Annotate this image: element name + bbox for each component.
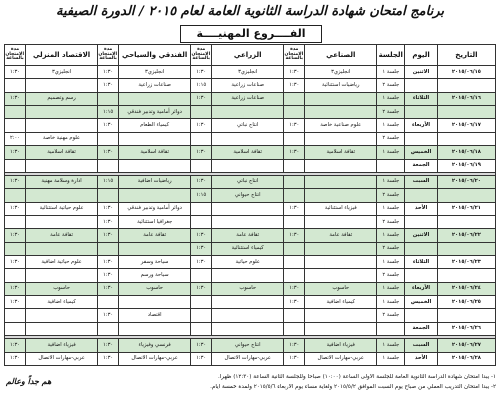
day-cell: الخميس — [405, 296, 438, 309]
duration-cell: ١:٣٠ — [98, 79, 119, 92]
session-cell: جلسة ٢ — [377, 79, 405, 92]
subject-cell: عربي-مهارات الاتصال — [119, 352, 191, 365]
header-session: الجلسة — [377, 45, 405, 66]
subject-cell — [305, 189, 377, 202]
subject-cell — [305, 256, 377, 269]
duration-cell — [191, 322, 212, 335]
duration-cell — [191, 269, 212, 282]
subject-cell: عربي-مهارات الاتصال — [212, 352, 284, 365]
duration-cell: ١:٣٠ — [191, 66, 212, 79]
subject-cell: علوم مهنية خاصة — [26, 132, 98, 145]
subject-cell — [212, 322, 284, 335]
session-cell: جلسة ٢ — [377, 309, 405, 322]
subject-cell — [305, 132, 377, 145]
subject-cell: انجليزي٣ — [212, 66, 284, 79]
subject-cell: حاسوب — [26, 282, 98, 295]
subject-cell: انجليزي٣ — [119, 66, 191, 79]
table-row — [5, 175, 496, 188]
session-cell: جلسة ٢ — [377, 269, 405, 282]
schedule-table — [4, 44, 496, 366]
session-cell: جلسة ٢ — [377, 242, 405, 255]
subject-cell: صناعات زراعية — [212, 79, 284, 92]
duration-cell: ١:٣٠ — [191, 119, 212, 132]
duration-cell — [5, 242, 26, 255]
subject-cell: ثقافة عامة — [119, 229, 191, 242]
day-cell: الثلاثاء — [405, 92, 438, 105]
duration-cell: ١:٣٠ — [191, 229, 212, 242]
subject-cell: عربي-مهارات الاتصال — [305, 352, 377, 365]
duration-cell: ١:٣٠ — [5, 66, 26, 79]
date-cell: ٢٠١٥/٠٦/٢٨ — [437, 352, 495, 365]
duration-cell — [284, 175, 305, 188]
header-industrial: الصناعي — [305, 45, 377, 66]
subject-cell: كيمياء اضافية — [26, 296, 98, 309]
duration-cell — [98, 159, 119, 172]
footer-note-1: ١- يبدأ امتحان شهادة الدراسة الثانوية العامة للجلسة الأولى الساعة (١٠:٠٠) صباحاً وللجلسة الثانية الساعة (١٢:٣٠) ظهراً. — [217, 374, 496, 380]
subject-cell: انتاج حيواني — [212, 339, 284, 352]
subject-cell — [212, 159, 284, 172]
day-cell: الاثنين — [405, 66, 438, 79]
subject-cell: ثقافة اسلامية — [212, 146, 284, 159]
duration-cell: ١:١٥ — [98, 175, 119, 188]
signature-text: هم جداً وعالم — [6, 376, 52, 386]
footer-note-2: ٢- يبدأ امتحان التدريب العملي من صباح يوم السبت الموافق ٢٠١٥/٥/٢ ولغاية مساء يوم الأربعاء ٢٠١٥/٥/٦ ولمدة خمسة أيام. — [210, 384, 496, 390]
subject-cell: انتاج نباتي — [212, 119, 284, 132]
subject-cell: عربي-مهارات الاتصال — [26, 352, 98, 365]
duration-cell — [5, 159, 26, 172]
duration-cell — [5, 215, 26, 228]
subject-cell: علوم حياتية — [212, 256, 284, 269]
duration-cell — [5, 322, 26, 335]
duration-cell — [191, 106, 212, 119]
duration-cell: ١:٣٠ — [284, 66, 305, 79]
session-cell: جلسة ١ — [377, 352, 405, 365]
table-row — [5, 132, 496, 145]
date-cell — [437, 79, 495, 92]
duration-cell: ١:١٥ — [98, 106, 119, 119]
table-row — [5, 309, 496, 322]
duration-cell — [191, 309, 212, 322]
duration-cell: ١:٣٠ — [284, 282, 305, 295]
day-cell — [405, 132, 438, 145]
subject-cell: حاسوب — [119, 282, 191, 295]
day-cell — [405, 269, 438, 282]
duration-cell — [98, 132, 119, 145]
session-cell: جلسة ٢ — [377, 215, 405, 228]
table-row — [5, 106, 496, 119]
header-duration: مدة الامتحان بالساعة — [191, 45, 212, 66]
subject-cell: دوائر أمامية وتدبير فندقي — [119, 202, 191, 215]
duration-cell: ١:٣٠ — [98, 256, 119, 269]
subject-cell — [212, 202, 284, 215]
date-cell: ٢٠١٥/٠٦/٢٧ — [437, 339, 495, 352]
date-cell: ٢٠١٥/٠٦/٢٦ — [437, 322, 495, 335]
duration-cell — [5, 269, 26, 282]
date-cell: ٢٠١٥/٠٦/٢٠ — [437, 175, 495, 188]
table-row — [5, 229, 496, 242]
duration-cell — [5, 119, 26, 132]
subject-cell: علوم حياتية اضافية — [26, 256, 98, 269]
session-cell: جلسة ١ — [377, 146, 405, 159]
subject-cell — [212, 215, 284, 228]
subject-cell: ثقافة اسلامية — [305, 146, 377, 159]
subject-cell — [305, 175, 377, 188]
subject-cell — [305, 215, 377, 228]
subject-cell: فرنسي وفيزياء — [119, 339, 191, 352]
table-row — [5, 322, 496, 335]
day-cell: الجمعة — [405, 159, 438, 172]
subject-cell — [212, 296, 284, 309]
header-home-economics: الاقتصاد المنزلي — [26, 45, 98, 66]
subject-cell — [26, 309, 98, 322]
date-cell — [437, 215, 495, 228]
day-cell — [405, 242, 438, 255]
subject-cell — [305, 322, 377, 335]
duration-cell — [5, 309, 26, 322]
duration-cell: ١:٣٠ — [5, 202, 26, 215]
duration-cell: ١:٣٠ — [191, 282, 212, 295]
day-cell: الأربعاء — [405, 282, 438, 295]
day-cell: الأربعاء — [405, 119, 438, 132]
subject-cell: رياضيات اضافية — [119, 175, 191, 188]
duration-cell — [284, 159, 305, 172]
session-cell: جلسة ١ — [377, 339, 405, 352]
date-cell: ٢٠١٥/٠٦/٢٣ — [437, 256, 495, 269]
duration-cell: ١:٣٠ — [191, 92, 212, 105]
duration-cell: ١:٣٠ — [5, 282, 26, 295]
day-cell: الاثنين — [405, 229, 438, 242]
session-cell — [377, 322, 405, 335]
table-row — [5, 269, 496, 282]
table-row — [5, 146, 496, 159]
duration-cell — [284, 92, 305, 105]
subject-cell — [26, 269, 98, 282]
subject-cell — [305, 309, 377, 322]
subject-cell: حاسوب — [305, 282, 377, 295]
duration-cell — [284, 322, 305, 335]
duration-cell: ١:٣٠ — [284, 119, 305, 132]
table-row — [5, 66, 496, 79]
subject-cell: انجليزي٣ — [305, 66, 377, 79]
header-duration: مدة الامتحان بالساعة — [5, 45, 26, 66]
session-cell: جلسة ٢ — [377, 132, 405, 145]
table-row — [5, 282, 496, 295]
day-cell — [405, 309, 438, 322]
subject-cell: اقتصاد — [119, 309, 191, 322]
table-row — [5, 352, 496, 365]
subject-cell — [119, 159, 191, 172]
subject-cell: ثقافة اسلامية — [119, 146, 191, 159]
duration-cell: ٢:٠٠ — [5, 132, 26, 145]
duration-cell: ١:٣٠ — [98, 339, 119, 352]
subject-cell: رسم وتصميم — [26, 92, 98, 105]
subject-cell — [26, 159, 98, 172]
duration-cell: ١:٣٠ — [191, 242, 212, 255]
subject-cell: ادارة وسلامة مهنية — [26, 175, 98, 188]
subject-cell: انجليزي٣ — [26, 66, 98, 79]
header-agricultural: الزراعي — [212, 45, 284, 66]
date-cell — [437, 269, 495, 282]
duration-cell — [98, 296, 119, 309]
subject-cell — [305, 269, 377, 282]
subject-cell — [26, 79, 98, 92]
duration-cell: ١:٣٠ — [284, 229, 305, 242]
duration-cell: ١:٣٠ — [98, 146, 119, 159]
duration-cell: ١:٣٠ — [5, 229, 26, 242]
day-cell: الأحد — [405, 202, 438, 215]
duration-cell — [191, 202, 212, 215]
duration-cell — [284, 189, 305, 202]
subject-cell — [26, 119, 98, 132]
duration-cell — [284, 309, 305, 322]
duration-cell — [284, 215, 305, 228]
session-cell: جلسة ٢ — [377, 189, 405, 202]
duration-cell — [191, 159, 212, 172]
subject-cell: علوم صناعية خاصة — [305, 119, 377, 132]
duration-cell: ١:٣٠ — [98, 282, 119, 295]
duration-cell — [98, 92, 119, 105]
session-cell: جلسة ١ — [377, 296, 405, 309]
table-row — [5, 159, 496, 172]
date-cell: ٢٠١٥/٠٦/١٨ — [437, 146, 495, 159]
duration-cell — [98, 242, 119, 255]
header-duration: مدة الامتحان بالساعة — [284, 45, 305, 66]
subject-cell: رياضيات استثنائية — [305, 79, 377, 92]
table-row — [5, 339, 496, 352]
date-cell: ٢٠١٥/٠٦/٢٢ — [437, 229, 495, 242]
table-row — [5, 256, 496, 269]
session-cell — [377, 159, 405, 172]
subject-cell — [212, 132, 284, 145]
duration-cell — [284, 106, 305, 119]
date-cell: ٢٠١٥/٠٦/٢٥ — [437, 296, 495, 309]
duration-cell — [98, 322, 119, 335]
header-duration: مدة الامتحان بالساعة — [98, 45, 119, 66]
subject-cell — [212, 269, 284, 282]
subject-cell — [26, 215, 98, 228]
subject-cell: صناعات زراعية — [119, 79, 191, 92]
duration-cell: ١:٣٠ — [5, 339, 26, 352]
duration-cell: ١:٣٠ — [98, 119, 119, 132]
subject-cell — [305, 159, 377, 172]
day-cell: الثلاثاء — [405, 256, 438, 269]
session-cell: جلسة ١ — [377, 119, 405, 132]
duration-cell: ١:٣٠ — [5, 352, 26, 365]
duration-cell: ١:٣٠ — [284, 352, 305, 365]
duration-cell — [5, 79, 26, 92]
session-cell: جلسة ١ — [377, 256, 405, 269]
subject-cell — [119, 296, 191, 309]
subject-cell — [305, 106, 377, 119]
duration-cell: ١:٣٠ — [98, 309, 119, 322]
subject-cell — [305, 92, 377, 105]
subject-cell: سياحة وسفر — [119, 256, 191, 269]
duration-cell: ١:٣٠ — [284, 339, 305, 352]
table-header-row — [5, 45, 496, 66]
section-title: الفــــروع المهنيــــة — [180, 25, 322, 43]
table-row — [5, 296, 496, 309]
subject-cell: ثقافة عامة — [305, 229, 377, 242]
duration-cell: ١:٣٠ — [5, 146, 26, 159]
duration-cell — [284, 256, 305, 269]
subject-cell — [119, 189, 191, 202]
day-cell: السبت — [405, 175, 438, 188]
date-cell: ٢٠١٥/٠٦/١٧ — [437, 119, 495, 132]
duration-cell: ١:٣٠ — [98, 66, 119, 79]
subject-cell — [26, 189, 98, 202]
duration-cell: ١:٣٠ — [284, 296, 305, 309]
day-cell — [405, 79, 438, 92]
duration-cell — [5, 106, 26, 119]
duration-cell: ١:٣٠ — [191, 256, 212, 269]
date-cell — [437, 309, 495, 322]
table-row — [5, 202, 496, 215]
subject-cell: انتاج نباتي — [212, 175, 284, 188]
date-cell — [437, 189, 495, 202]
subject-cell — [26, 322, 98, 335]
duration-cell — [191, 296, 212, 309]
header-date: التاريخ — [437, 45, 495, 66]
session-cell: جلسة ٢ — [377, 106, 405, 119]
table-row — [5, 189, 496, 202]
subject-cell — [119, 92, 191, 105]
duration-cell: ١:٣٠ — [191, 146, 212, 159]
subject-cell: فيزياء اضافية — [26, 339, 98, 352]
header-hotel: الفندقي والسياحي — [119, 45, 191, 66]
duration-cell — [191, 132, 212, 145]
subject-cell — [119, 242, 191, 255]
subject-cell: حاسوب — [212, 282, 284, 295]
date-cell — [437, 242, 495, 255]
duration-cell: ١:٣٠ — [5, 296, 26, 309]
subject-cell: ثقافة عامة — [212, 229, 284, 242]
subject-cell — [119, 322, 191, 335]
table-row — [5, 79, 496, 92]
duration-cell — [191, 215, 212, 228]
date-cell: ٢٠١٥/٠٦/٢٤ — [437, 282, 495, 295]
subject-cell — [26, 242, 98, 255]
session-cell: جلسة ١ — [377, 92, 405, 105]
duration-cell: ١:٣٠ — [284, 146, 305, 159]
duration-cell: ١:٣٠ — [191, 352, 212, 365]
subject-cell: كيمياء الطعام — [119, 119, 191, 132]
day-cell: الخميس — [405, 146, 438, 159]
day-cell: السبت — [405, 339, 438, 352]
duration-cell: ١:٣٠ — [5, 256, 26, 269]
subject-cell — [119, 132, 191, 145]
duration-cell: ١:٣٠ — [191, 175, 212, 188]
table-row — [5, 242, 496, 255]
date-cell: ٢٠١٥/٠٦/١٩ — [437, 159, 495, 172]
subject-cell: كيمياء اضافية — [305, 296, 377, 309]
subject-cell: انتاج حيواني — [212, 189, 284, 202]
duration-cell: ١:٣٠ — [5, 175, 26, 188]
subject-cell: علوم حياتية استثنائية — [26, 202, 98, 215]
duration-cell: ١:٣٠ — [98, 229, 119, 242]
subject-cell: جغرافيا استثنائية — [119, 215, 191, 228]
subject-cell: دوائر أمامية وتدبير فندقي — [119, 106, 191, 119]
subject-cell: صناعات زراعية — [212, 92, 284, 105]
date-cell — [437, 132, 495, 145]
subject-cell: سياحة ورسم — [119, 269, 191, 282]
table-row — [5, 119, 496, 132]
date-cell: ٢٠١٥/٠٦/٢١ — [437, 202, 495, 215]
subject-cell: كيمياء استثنائية — [212, 242, 284, 255]
duration-cell — [284, 269, 305, 282]
session-cell: جلسة ١ — [377, 229, 405, 242]
day-cell — [405, 189, 438, 202]
duration-cell: ١:٣٠ — [98, 202, 119, 215]
subject-cell — [212, 309, 284, 322]
subject-cell — [26, 106, 98, 119]
duration-cell: ١:٣٠ — [98, 352, 119, 365]
duration-cell: ١:١٥ — [191, 79, 212, 92]
session-cell: جلسة ١ — [377, 175, 405, 188]
subject-cell: فيزياء اضافية — [305, 339, 377, 352]
page-title: برنامج امتحان شهادة الدراسة الثانوية العامة لعام ٢٠١٥ / الدورة الصيفية — [55, 4, 445, 19]
duration-cell: ١:٣٠ — [284, 202, 305, 215]
duration-cell — [5, 189, 26, 202]
date-cell: ٢٠١٥/٠٦/١٦ — [437, 92, 495, 105]
subject-cell: ثقافة اسلامية — [26, 146, 98, 159]
day-cell — [405, 106, 438, 119]
table-row — [5, 215, 496, 228]
header-day: اليوم — [405, 45, 438, 66]
duration-cell: ١:٣٠ — [191, 339, 212, 352]
session-cell: جلسة ١ — [377, 66, 405, 79]
day-cell: الجمعة — [405, 322, 438, 335]
duration-cell — [284, 132, 305, 145]
subject-cell: ثقافة عامة — [26, 229, 98, 242]
duration-cell — [98, 189, 119, 202]
date-cell — [437, 106, 495, 119]
duration-cell: ١:٣٠ — [98, 215, 119, 228]
subject-cell: فيزياء استثنائية — [305, 202, 377, 215]
subject-cell — [305, 242, 377, 255]
date-cell: ٢٠١٥/٠٦/١٥ — [437, 66, 495, 79]
day-cell: الأحد — [405, 352, 438, 365]
duration-cell: ١:٣٠ — [284, 79, 305, 92]
session-cell: جلسة ١ — [377, 202, 405, 215]
duration-cell: ١:٣٠ — [98, 269, 119, 282]
duration-cell: ١:١٥ — [191, 189, 212, 202]
session-cell: جلسة ١ — [377, 282, 405, 295]
table-row — [5, 92, 496, 105]
duration-cell: ١:٣٠ — [5, 92, 26, 105]
duration-cell — [284, 242, 305, 255]
day-cell — [405, 215, 438, 228]
subject-cell — [212, 106, 284, 119]
